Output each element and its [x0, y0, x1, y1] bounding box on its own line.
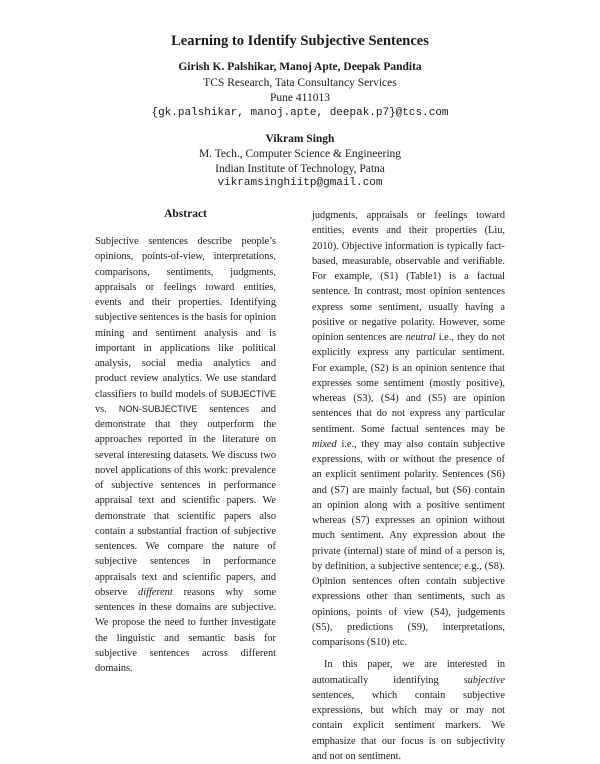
city-1: Pune 411013: [270, 92, 330, 104]
label-subjective: SUBJECTIVE: [220, 388, 276, 399]
body-paragraph-2: In this paper, we are interested in automatically identifying subjective sentences, which contain subjective expressions, but which may or may not contain explicit sentiment markers. We emphasize that our focus is on subjectivity and not on sentiment.: [312, 659, 505, 762]
abstract-heading: Abstract: [164, 208, 207, 220]
affiliation-1: TCS Research, Tata Consultancy Services: [203, 77, 397, 89]
emphasis-mixed: mixed: [312, 438, 337, 450]
emphasis-different: different: [138, 586, 173, 598]
author-2: Vikram Singh: [265, 133, 335, 145]
label-non-subjective: NON-SUBJECTIVE: [118, 403, 198, 414]
affiliation-2a: M. Tech., Computer Science & Engineering: [198, 148, 402, 160]
abstract-column: [95, 234, 277, 674]
abstract-paragraph: Subjective sentences describe people’s opinions, points-of-view, interpretations, comparisons, sentiments, judgments, appraisals or feelings toward entities, events and their properties. Identifying subjective sentences is the basis for opinion mining and sentiment analysis and is important in applications like political analysis, social media analytics and product review analytics. We use standard classifiers to build models of SUBJECTIVE vs. NON-SUBJECTIVE sentences and demonstrate that they outperform the approaches reported in the literature on several interesting datasets. We discuss two novel applications of this work: prevalence of subjective sentences in performance appraisal text and scientific papers. We demonstrate that scientific papers also contain a substantial fraction of subjective sentences. We compare the nature of subjective sentences in performance appraisals text and scientific papers, and observe different reasons why some sentences in these domains are subjective. We propose the need to further investigate the linguistic and semantic basis for subjective sentences across different domains.: [95, 236, 277, 674]
body-paragraph-1: judgments, appraisals or feelings toward entities, events and their properties (Liu, 2010). Objective information is typically fact-based, measurable, observable and verifiable. For example, (S1) (Table1) is a factual sentence. In contrast, most opinion sentences express some sentiment, usually having a positive or negative polarity. However, some opinion sentences are neutral i.e., they do not explicitly express any particular sentiment. For example, (S2) is an opinion sentence that expresses some sentiment (mostly positive), whereas (S3), (S4) and (S5) are opinion sentences that do not express any particular sentiment. Some factual sentences may be mixed i.e., they may also contain subjective expressions, with or without the presence of an explicit sentiment polarity. Sentences (S6) and (S7) are mainly factual, but (S6) contain an opinion along with a positive sentiment whereas (S7) expresses an opinion without much sentiment. Any expression about the private (internal) state of mind of a person is, by definition, a subjective sentence; e.g., (S8). Opinion sentences often contain subjective expressions other than sentiments, such as opinions, points of view (S4), judgements (S5), predictions (S9), interpretations, comparisons (S10) etc.: [312, 210, 505, 648]
body-column-right: [312, 208, 505, 762]
author-list-1: Girish K. Palshikar, Manoj Apte, Deepak Pandita: [178, 61, 422, 73]
email-2: vikramsinghiitp@gmail.com: [217, 177, 383, 189]
paper-title: Learning to Identify Subjective Sentences: [171, 33, 429, 49]
affiliation-2b: Indian Institute of Technology, Patna: [215, 163, 385, 175]
emphasis-neutral: neutral: [405, 332, 436, 343]
emphasis-subjective: subjective: [463, 674, 505, 686]
email-1: {gk.palshikar, manoj.apte, deepak.p7}@tcs.com: [151, 107, 449, 119]
